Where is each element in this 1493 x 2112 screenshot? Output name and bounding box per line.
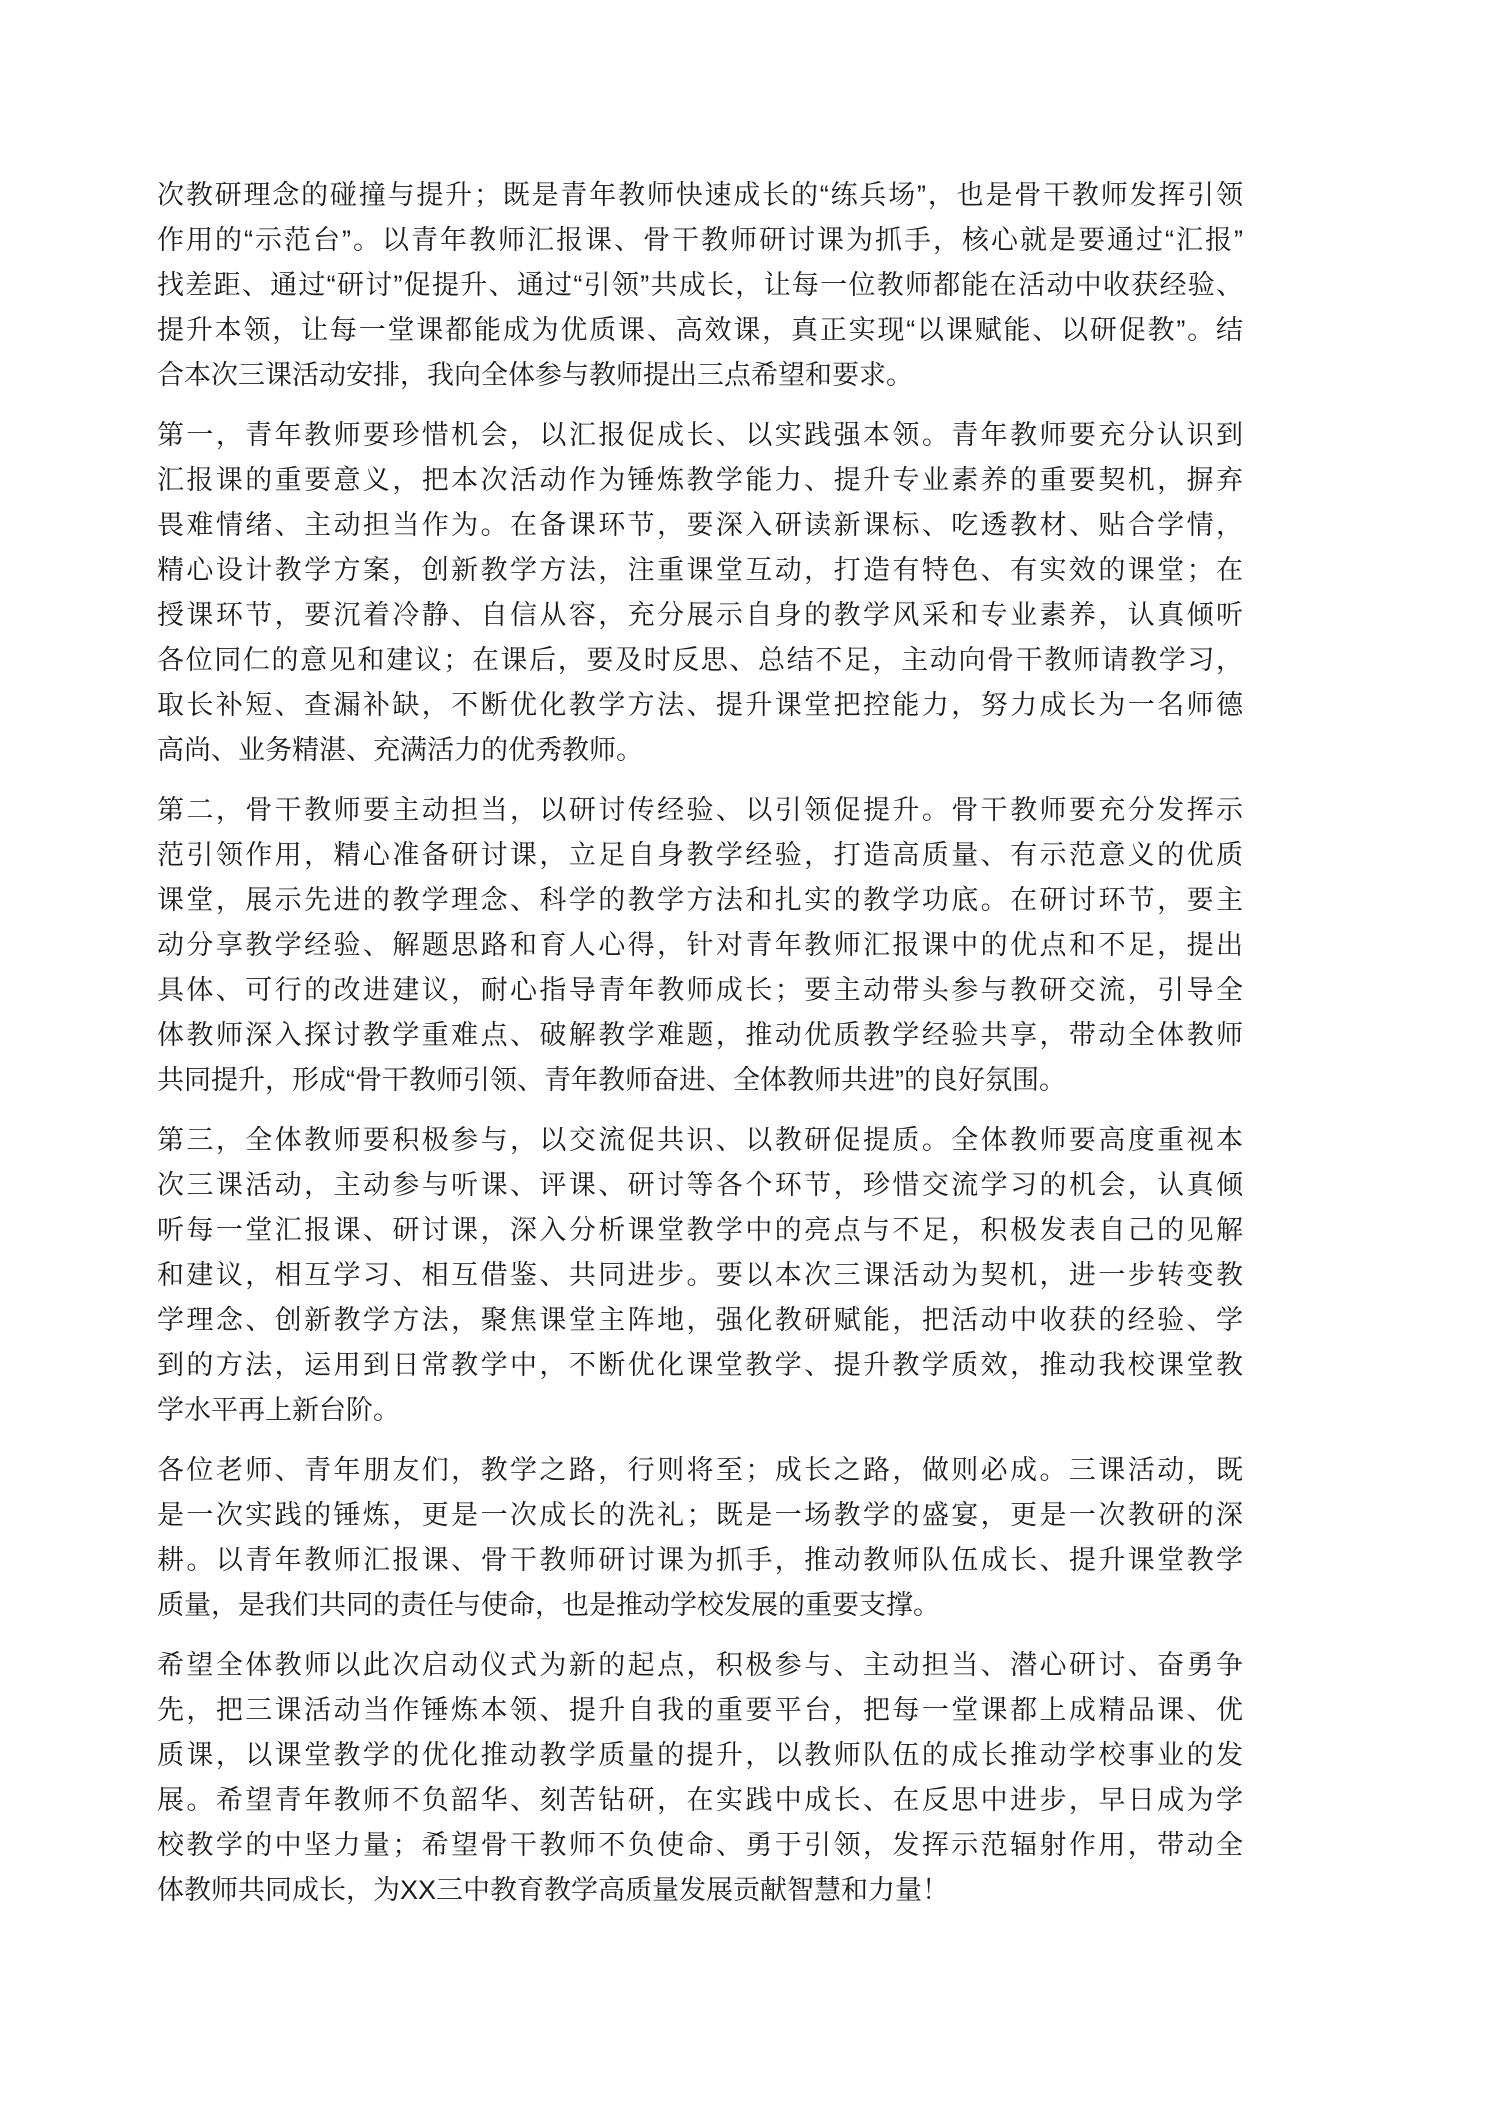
text-line: 课堂，展示先进的教学理念、科学的教学方法和扎实的教学功底。在研讨环节，要主 — [157, 885, 1243, 915]
text-line: 展。希望青年教师不负韶华、刻苦钻研，在实践中成长、在反思中进步，早日成为学 — [157, 1785, 1243, 1815]
text-line: 体教师深入探讨教学重难点、破解教学难题，推动优质教学经验共享，带动全体教师 — [157, 1020, 1243, 1050]
text-line: 是一次实践的锤炼，更是一次成长的洗礼；既是一场教学的盛宴，更是一次教研的深 — [157, 1500, 1243, 1530]
text-line: 听每一堂汇报课、研讨课，深入分析课堂教学中的亮点与不足，积极发表自己的见解 — [157, 1215, 1243, 1245]
text-line: 质课，以课堂教学的优化推动教学质量的提升，以教师队伍的成长推动学校事业的发 — [157, 1740, 1243, 1770]
text-line: 各位同仁的意见和建议；在课后，要及时反思、总结不足，主动向骨干教师请教学习， — [157, 645, 1243, 675]
paragraph-2 — [157, 413, 1243, 773]
text-line: 校教学的中坚力量；希望骨干教师不负使命、勇于引领，发挥示范辐射作用，带动全 — [157, 1830, 1243, 1860]
paragraph-3 — [157, 788, 1243, 1103]
text-line: 次三课活动，主动参与听课、评课、研讨等各个环节，珍惜交流学习的机会，认真倾 — [157, 1170, 1243, 1200]
text-line: 到的方法，运用到日常教学中，不断优化课堂教学、提升教学质效，推动我校课堂教 — [157, 1350, 1243, 1380]
text-line: 合本次三课活动安排，我向全体参与教师提出三点希望和要求。 — [157, 360, 913, 390]
paragraph-6 — [157, 1643, 1243, 1913]
text-line: 授课环节，要沉着冷静、自信从容，充分展示自身的教学风采和专业素养，认真倾听 — [157, 600, 1243, 630]
text-line: 取长补短、查漏补缺，不断优化教学方法、提升课堂把控能力，努力成长为一名师德 — [157, 690, 1243, 720]
text-line: 畏难情绪、主动担当作为。在备课环节，要深入研读新课标、吃透教材、贴合学情， — [157, 510, 1243, 540]
paragraph-1 — [157, 173, 1243, 398]
text-line: 学理念、创新教学方法，聚焦课堂主阵地，强化教研赋能，把活动中收获的经验、学 — [157, 1305, 1243, 1335]
text-line: 高尚、业务精湛、充满活力的优秀教师。 — [157, 735, 643, 765]
text-line: 各位老师、青年朋友们，教学之路，行则将至；成长之路，做则必成。三课活动，既 — [157, 1455, 1243, 1485]
document-body — [157, 173, 1243, 1928]
paragraph-4 — [157, 1118, 1243, 1433]
text-line: 次教研理念的碰撞与提升；既是青年教师快速成长的“练兵场”，也是骨干教师发挥引领 — [157, 180, 1243, 210]
text-line: 和建议，相互学习、相互借鉴、共同进步。要以本次三课活动为契机，进一步转变教 — [157, 1260, 1243, 1290]
text-line: 共同提升，形成“骨干教师引领、青年教师奋进、全体教师共进”的良好氛围。 — [157, 1065, 1066, 1095]
paragraph-5 — [157, 1448, 1243, 1628]
text-line: 找差距、通过“研讨”促提升、通过“引领”共成长，让每一位教师都能在活动中收获经验、 — [157, 270, 1243, 300]
text-line: 精心设计教学方案，创新教学方法，注重课堂互动，打造有特色、有实效的课堂；在 — [157, 555, 1243, 585]
text-line: 先，把三课活动当作锤炼本领、提升自我的重要平台，把每一堂课都上成精品课、优 — [157, 1695, 1243, 1725]
text-line: 第二，骨干教师要主动担当，以研讨传经验、以引领促提升。骨干教师要充分发挥示 — [157, 795, 1243, 825]
text-line: 体教师共同成长，为XX三中教育教学高质量发展贡献智慧和力量！ — [157, 1875, 950, 1905]
text-line: 希望全体教师以此次启动仪式为新的起点，积极参与、主动担当、潜心研讨、奋勇争 — [157, 1650, 1243, 1680]
text-line: 具体、可行的改进建议，耐心指导青年教师成长；要主动带头参与教研交流，引导全 — [157, 975, 1243, 1005]
text-line: 学水平再上新台阶。 — [157, 1395, 400, 1425]
text-line: 汇报课的重要意义，把本次活动作为锤炼教学能力、提升专业素养的重要契机，摒弃 — [157, 465, 1243, 495]
text-line: 第一，青年教师要珍惜机会，以汇报促成长、以实践强本领。青年教师要充分认识到 — [157, 420, 1243, 450]
text-line: 第三，全体教师要积极参与，以交流促共识、以教研促提质。全体教师要高度重视本 — [157, 1125, 1243, 1155]
text-line: 作用的“示范台”。以青年教师汇报课、骨干教师研讨课为抓手，核心就是要通过“汇报” — [157, 225, 1243, 255]
text-line: 动分享教学经验、解题思路和育人心得，针对青年教师汇报课中的优点和不足，提出 — [157, 930, 1243, 960]
text-line: 提升本领，让每一堂课都能成为优质课、高效课，真正实现“以课赋能、以研促教”。结 — [157, 315, 1243, 345]
text-line: 范引领作用，精心准备研讨课，立足自身教学经验，打造高质量、有示范意义的优质 — [157, 840, 1243, 870]
text-line: 质量，是我们共同的责任与使命，也是推动学校发展的重要支撑。 — [157, 1590, 940, 1620]
text-line: 耕。以青年教师汇报课、骨干教师研讨课为抓手，推动教师队伍成长、提升课堂教学 — [157, 1545, 1243, 1575]
